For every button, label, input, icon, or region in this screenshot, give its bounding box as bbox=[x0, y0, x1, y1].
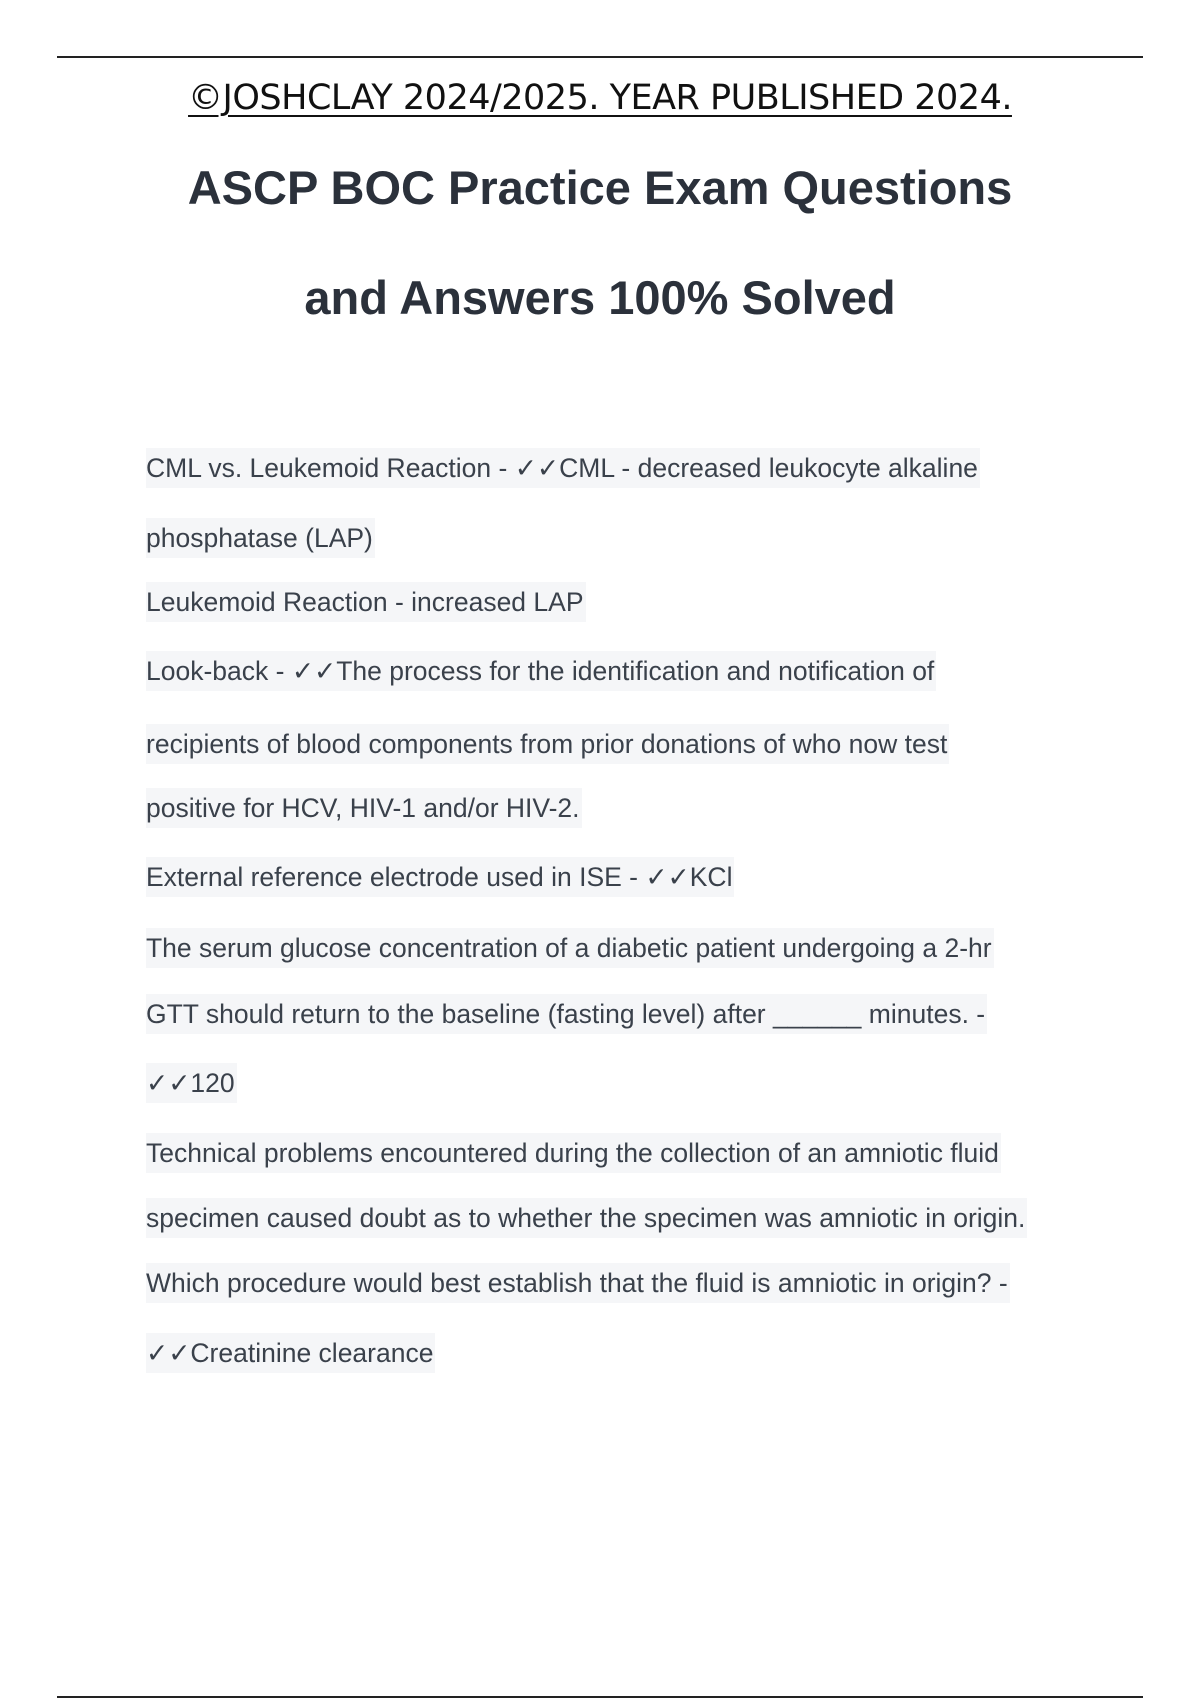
qa-line: Leukemoid Reaction - increased LAP bbox=[146, 582, 586, 622]
qa-line: Technical problems encountered during the collection of an amniotic fluid bbox=[146, 1133, 1001, 1173]
qa-line: ✓✓120 bbox=[146, 1063, 237, 1103]
qa-line: GTT should return to the baseline (fasting level) after ______ minutes. - bbox=[146, 994, 987, 1034]
copyright-text: ©JOSHCLAY 2024/2025. YEAR PUBLISHED 2024. bbox=[188, 78, 1012, 118]
document-title-line-2: and Answers 100% Solved bbox=[304, 271, 896, 324]
qa-line: phosphatase (LAP) bbox=[146, 518, 375, 558]
qa-line: ✓✓Creatinine clearance bbox=[146, 1333, 435, 1373]
qa-line: positive for HCV, HIV-1 and/or HIV-2. bbox=[146, 788, 582, 828]
qa-line: Which procedure would best establish that the fluid is amniotic in origin? - bbox=[146, 1263, 1010, 1303]
qa-line: External reference electrode used in ISE - ✓✓KCl bbox=[146, 857, 734, 897]
bottom-rule bbox=[57, 1696, 1143, 1698]
qa-line: specimen caused doubt as to whether the specimen was amniotic in origin. bbox=[146, 1198, 1027, 1238]
qa-line: recipients of blood components from prior donations of who now test bbox=[146, 724, 949, 764]
qa-line: The serum glucose concentration of a diabetic patient undergoing a 2-hr bbox=[146, 928, 994, 968]
qa-line: Look-back - ✓✓The process for the identification and notification of bbox=[146, 651, 936, 691]
qa-line: CML vs. Leukemoid Reaction - ✓✓CML - decreased leukocyte alkaline bbox=[146, 448, 980, 488]
document-title-line-1: ASCP BOC Practice Exam Questions bbox=[187, 161, 1013, 214]
